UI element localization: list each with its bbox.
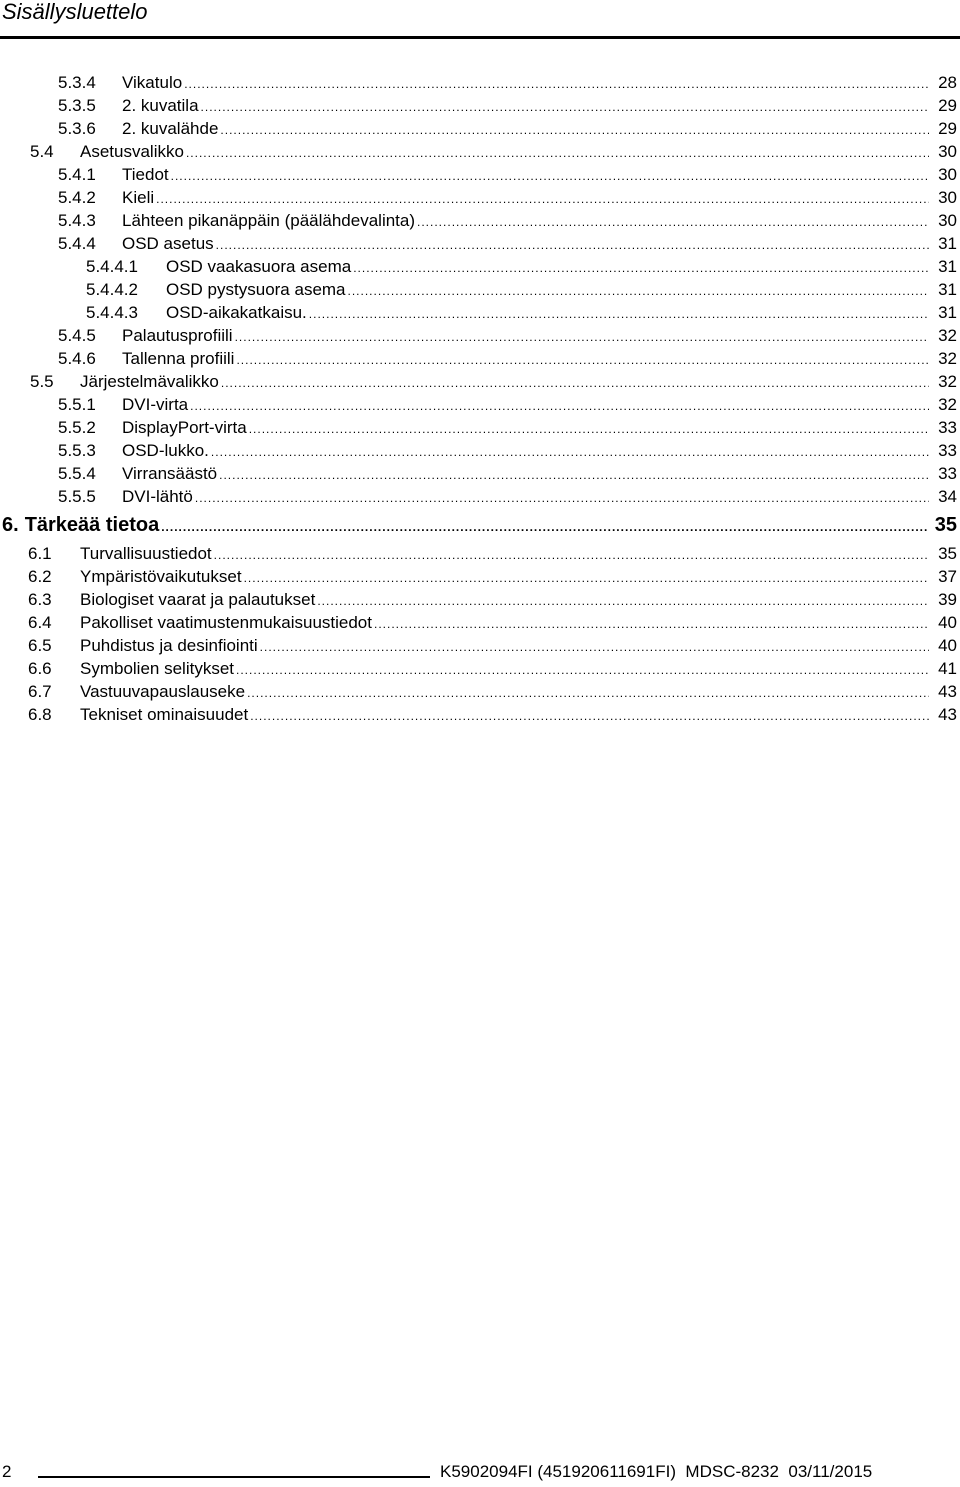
- toc-entry-number: 5.3.5: [58, 96, 96, 115]
- dot-leader: [201, 96, 929, 118]
- toc-entry-number: 6.3: [28, 590, 52, 609]
- toc-entry-page: 40: [938, 636, 957, 655]
- toc-entry[interactable]: [58, 210, 960, 232]
- toc-entry[interactable]: [58, 394, 960, 416]
- dot-leader: [374, 613, 929, 635]
- dot-leader: [260, 636, 929, 658]
- toc-entry-label: OSD vaakasuora asema: [166, 257, 352, 276]
- toc-entry-page: 30: [938, 142, 957, 161]
- toc-entry-number: 5.4.2: [58, 188, 96, 207]
- page-header-title: Sisällysluettelo: [2, 0, 148, 24]
- toc-entry[interactable]: [58, 486, 960, 508]
- toc-entry-page: 32: [938, 326, 957, 345]
- toc-entry-page: 41: [938, 659, 957, 678]
- toc-entry-number: 5.3.6: [58, 119, 96, 138]
- toc-entry[interactable]: [86, 256, 960, 278]
- footer-page-number: 2: [2, 1462, 12, 1481]
- toc-entry-number: 5.4.3: [58, 211, 96, 230]
- dot-leader: [186, 142, 929, 164]
- toc-entry-label: DisplayPort-virta: [122, 418, 247, 437]
- dot-leader: [417, 211, 929, 233]
- dot-leader: [214, 544, 929, 566]
- toc-entry-number: 5.4.4.1: [86, 257, 138, 276]
- toc-entry-page: 31: [938, 257, 957, 276]
- toc-entry-page: 30: [938, 188, 957, 207]
- toc-entry-page: 33: [938, 464, 957, 483]
- dot-leader: [184, 73, 929, 95]
- toc-entry-page: 35: [938, 544, 957, 563]
- toc-entry-number: 5.4.5: [58, 326, 96, 345]
- toc-entry-page: 28: [938, 73, 957, 92]
- toc-entry-label: Kieli: [122, 188, 155, 207]
- header-rule: [0, 36, 960, 39]
- toc-entry-page: 34: [938, 487, 957, 506]
- toc-entry-page: 32: [938, 349, 957, 368]
- toc-entry[interactable]: [58, 72, 960, 94]
- toc-entry-label: Puhdistus ja desinfiointi: [80, 636, 258, 655]
- toc-entry[interactable]: [28, 658, 960, 680]
- dot-leader: [171, 165, 929, 187]
- dot-leader: [247, 682, 929, 704]
- toc-entry-page: 31: [938, 303, 957, 322]
- dot-leader: [317, 590, 929, 612]
- toc-entry-number: 6.6: [28, 659, 52, 678]
- toc-entry-page: 29: [938, 119, 957, 138]
- toc-entry[interactable]: [58, 417, 960, 439]
- toc-entry-label: Lähteen pikanäppäin (päälähdevalinta): [122, 211, 416, 230]
- toc-entry-page: 33: [938, 418, 957, 437]
- dot-leader: [353, 257, 929, 279]
- toc-entry-label: 2. kuvalähde: [122, 119, 219, 138]
- dot-leader: [221, 372, 929, 394]
- toc-entry[interactable]: [58, 187, 960, 209]
- footer-document-info: K5902094FI (451920611691FI) MDSC-8232 03/11/2015: [440, 1462, 873, 1481]
- toc-entry[interactable]: [86, 302, 960, 324]
- dot-leader: [190, 395, 929, 417]
- toc-entry[interactable]: [30, 141, 960, 163]
- toc-entry-page: 30: [938, 165, 957, 184]
- toc-entry-label: Pakolliset vaatimustenmukaisuustiedot: [80, 613, 372, 632]
- toc-entry[interactable]: [28, 543, 960, 565]
- dot-leader: [236, 349, 929, 371]
- toc-entry-page: 39: [938, 590, 957, 609]
- toc-entry-number: 6.5: [28, 636, 52, 655]
- toc-entry-label: Tekniset ominaisuudet: [80, 705, 249, 724]
- toc-entry-number: 5.4.6: [58, 349, 96, 368]
- dot-leader: [156, 188, 929, 210]
- toc-entry-label: Symbolien selitykset: [80, 659, 235, 678]
- toc-entry-page: 33: [938, 441, 957, 460]
- toc-entry-number: 5.4.4: [58, 234, 96, 253]
- toc-entry-label: DVI-lähtö: [122, 487, 193, 506]
- toc-entry-label: Turvallisuustiedot: [80, 544, 212, 563]
- toc-chapter-entry[interactable]: [2, 514, 960, 536]
- toc-entry-number: 5.4.4.3: [86, 303, 138, 322]
- toc-entry[interactable]: [28, 635, 960, 657]
- toc-entry-number: 5.4.1: [58, 165, 96, 184]
- toc-entry[interactable]: [58, 440, 960, 462]
- toc-entry-page: 32: [938, 395, 957, 414]
- toc-entry-number: 6.1: [28, 544, 52, 563]
- toc-entry-label: Virransäästö: [122, 464, 218, 483]
- toc-entry-number: 5.5: [30, 372, 54, 391]
- toc-entry-page: 32: [938, 372, 957, 391]
- toc-entry-label: 2. kuvatila: [122, 96, 199, 115]
- dot-leader: [219, 464, 929, 486]
- toc-entry-page: 29: [938, 96, 957, 115]
- toc-entry[interactable]: [58, 463, 960, 485]
- toc-entry-number: 6.8: [28, 705, 52, 724]
- toc-entry-page: 31: [938, 234, 957, 253]
- toc-entry-page: 37: [938, 567, 957, 586]
- dot-leader: [348, 280, 929, 302]
- toc-entry[interactable]: [28, 566, 960, 588]
- toc-entry[interactable]: [28, 704, 960, 726]
- toc-entry[interactable]: [58, 118, 960, 140]
- toc-entry-number: 5.5.2: [58, 418, 96, 437]
- toc-entry-number: 6.4: [28, 613, 52, 632]
- toc-entry-page: 31: [938, 280, 957, 299]
- toc-entry-label: OSD-lukko.: [122, 441, 209, 460]
- toc-entry-page: 40: [938, 613, 957, 632]
- toc-entry[interactable]: [58, 95, 960, 117]
- toc-entry-number: 5.4: [30, 142, 54, 161]
- toc-entry[interactable]: [28, 612, 960, 634]
- toc-entry-page: 30: [938, 211, 957, 230]
- toc-entry-page: 43: [938, 682, 957, 701]
- toc-entry-number: 5.3.4: [58, 73, 96, 92]
- toc-entry-page: 35: [934, 514, 957, 536]
- toc-entry-label: Vastuuvapauslauseke: [80, 682, 246, 701]
- dot-leader: [309, 303, 929, 325]
- toc-entry-label: Järjestelmävalikko: [80, 372, 219, 391]
- dot-leader: [216, 234, 929, 256]
- dot-leader: [250, 705, 929, 727]
- dot-leader: [195, 487, 929, 509]
- dot-leader: [211, 441, 929, 463]
- toc-entry-label: OSD pystysuora asema: [166, 280, 346, 299]
- dot-leader: [236, 659, 929, 681]
- toc-entry-label: DVI-virta: [122, 395, 189, 414]
- dot-leader: [244, 567, 929, 589]
- toc-entry-label: Tärkeää tietoa: [24, 514, 160, 536]
- toc-entry-number: 6.7: [28, 682, 52, 701]
- toc-entry-label: Asetusvalikko: [80, 142, 184, 161]
- toc-entry-number: 6.: [2, 514, 19, 536]
- toc-entry-number: 5.4.4.2: [86, 280, 138, 299]
- toc-entry[interactable]: [30, 371, 960, 393]
- toc-entry-label: OSD-aikakatkaisu.: [166, 303, 307, 322]
- toc-entry-number: 5.5.1: [58, 395, 96, 414]
- toc-entry-page: 43: [938, 705, 957, 724]
- toc-entry[interactable]: [28, 589, 960, 611]
- toc-entry-label: Vikatulo: [122, 73, 183, 92]
- toc-entry[interactable]: [58, 325, 960, 347]
- dot-leader: [249, 418, 929, 440]
- toc-entry-label: Tiedot: [122, 165, 169, 184]
- toc-entry[interactable]: [58, 348, 960, 370]
- toc-entry-label: Ympäristövaikutukset: [80, 567, 242, 586]
- dot-leader: [235, 326, 929, 348]
- toc-entry[interactable]: [28, 681, 960, 703]
- toc-entry[interactable]: [58, 233, 960, 255]
- footer-rule: [38, 1476, 430, 1478]
- toc-entry-label: Tallenna profiili: [122, 349, 235, 368]
- toc-entry-number: 5.5.5: [58, 487, 96, 506]
- toc-entry-label: Biologiset vaarat ja palautukset: [80, 590, 316, 609]
- dot-leader: [161, 516, 927, 538]
- toc-entry-label: Palautusprofiili: [122, 326, 233, 345]
- toc-entry-number: 6.2: [28, 567, 52, 586]
- toc-entry[interactable]: [58, 164, 960, 186]
- toc-entry-label: OSD asetus: [122, 234, 214, 253]
- toc-entry-number: 5.5.4: [58, 464, 96, 483]
- dot-leader: [220, 119, 929, 141]
- toc-entry-number: 5.5.3: [58, 441, 96, 460]
- toc-entry[interactable]: [86, 279, 960, 301]
